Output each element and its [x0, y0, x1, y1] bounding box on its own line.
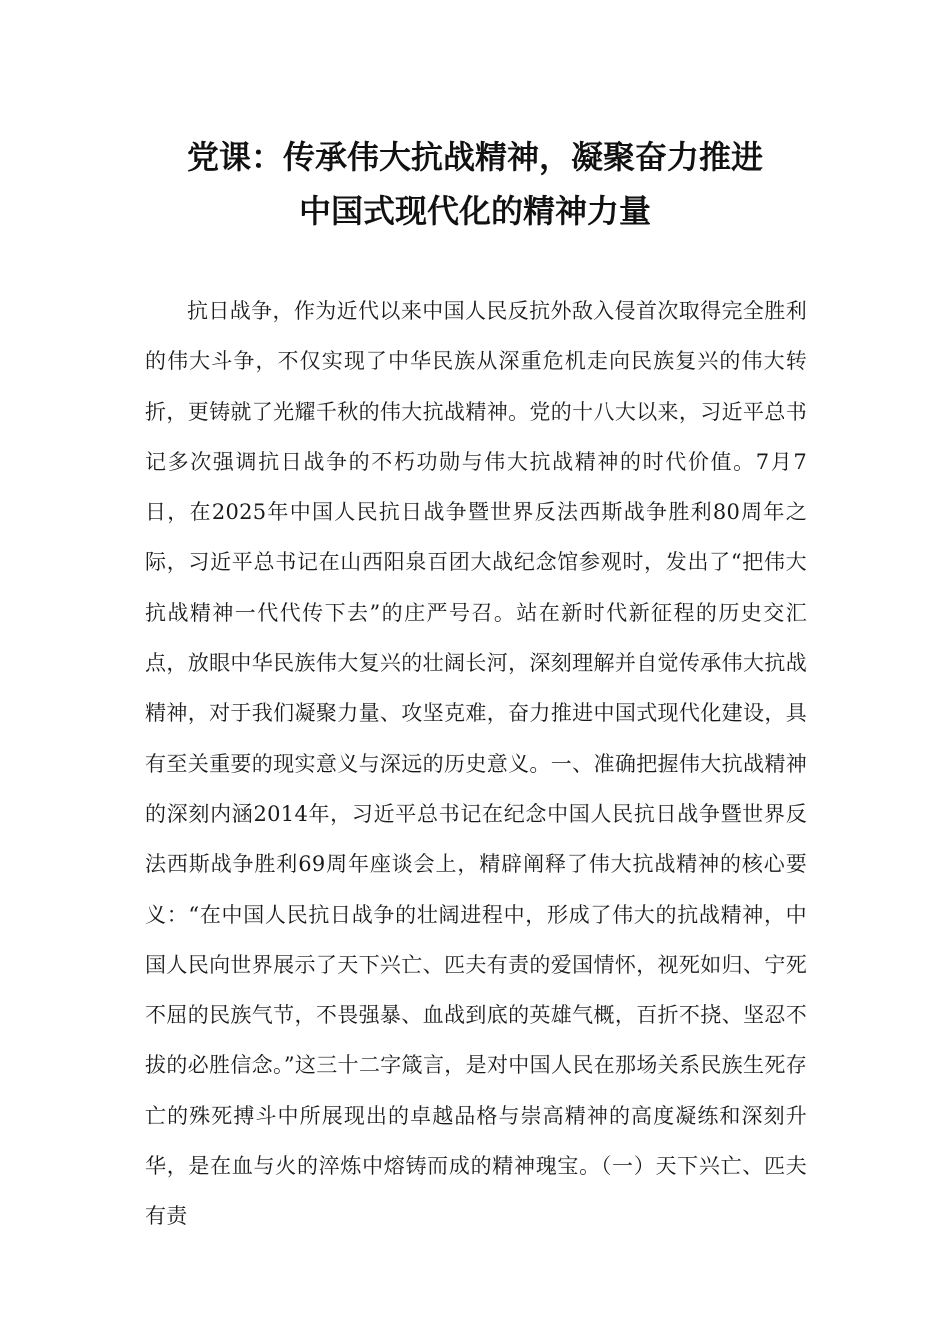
title-line-1: 党课：传承伟大抗战精神，凝聚奋力推进	[186, 138, 763, 176]
document-title	[120, 130, 830, 238]
title-line-2: 中国式现代化的精神力量	[298, 192, 651, 230]
body-paragraph: 抗日战争，作为近代以来中国人民反抗外敌入侵首次取得完全胜利的伟大斗争，不仅实现了中华民族从深重危机走向民族复兴的伟大转折，更铸就了光耀千秋的伟大抗战精神。党的十八大以来，习近平总书记多次强调抗日战争的不朽功勋与伟大抗战精神的时代价值。7月7日，在2025年中国人民抗日战争暨世界反法西斯战争胜利80周年之际，习近平总书记在山西阳泉百团大战纪念馆参观时，发出了“把伟大抗战精神一代代传下去”的庄严号召。站在新时代新征程的历史交汇点，放眼中华民族伟大复兴的壮阔长河，深刻理解并自觉传承伟大抗战精神，对于我们凝聚力量、攻坚克难，奋力推进中国式现代化建设，具有至关重要的现实意义与深远的历史意义。一、准确把握伟大抗战精神的深刻内涵2014年，习近平总书记在纪念中国人民抗日战争暨世界反法西斯战争胜利69周年座谈会上，精辟阐释了伟大抗战精神的核心要义：“在中国人民抗日战争的壮阔进程中，形成了伟大的抗战精神，中国人民向世界展示了天下兴亡、匹夫有责的爱国情怀，视死如归、宁死不屈的民族气节，不畏强暴、血战到底的英雄气概，百折不挠、坚忍不拔的必胜信念。”这三十二字箴言，是对中国人民在那场关系民族生死存亡的殊死搏斗中所展现出的卓越品格与崇高精神的高度凝练和深刻升华，是在血与火的淬炼中熔铸而成的精神瑰宝。（一）天下兴亡、匹夫有责	[145, 299, 807, 1229]
